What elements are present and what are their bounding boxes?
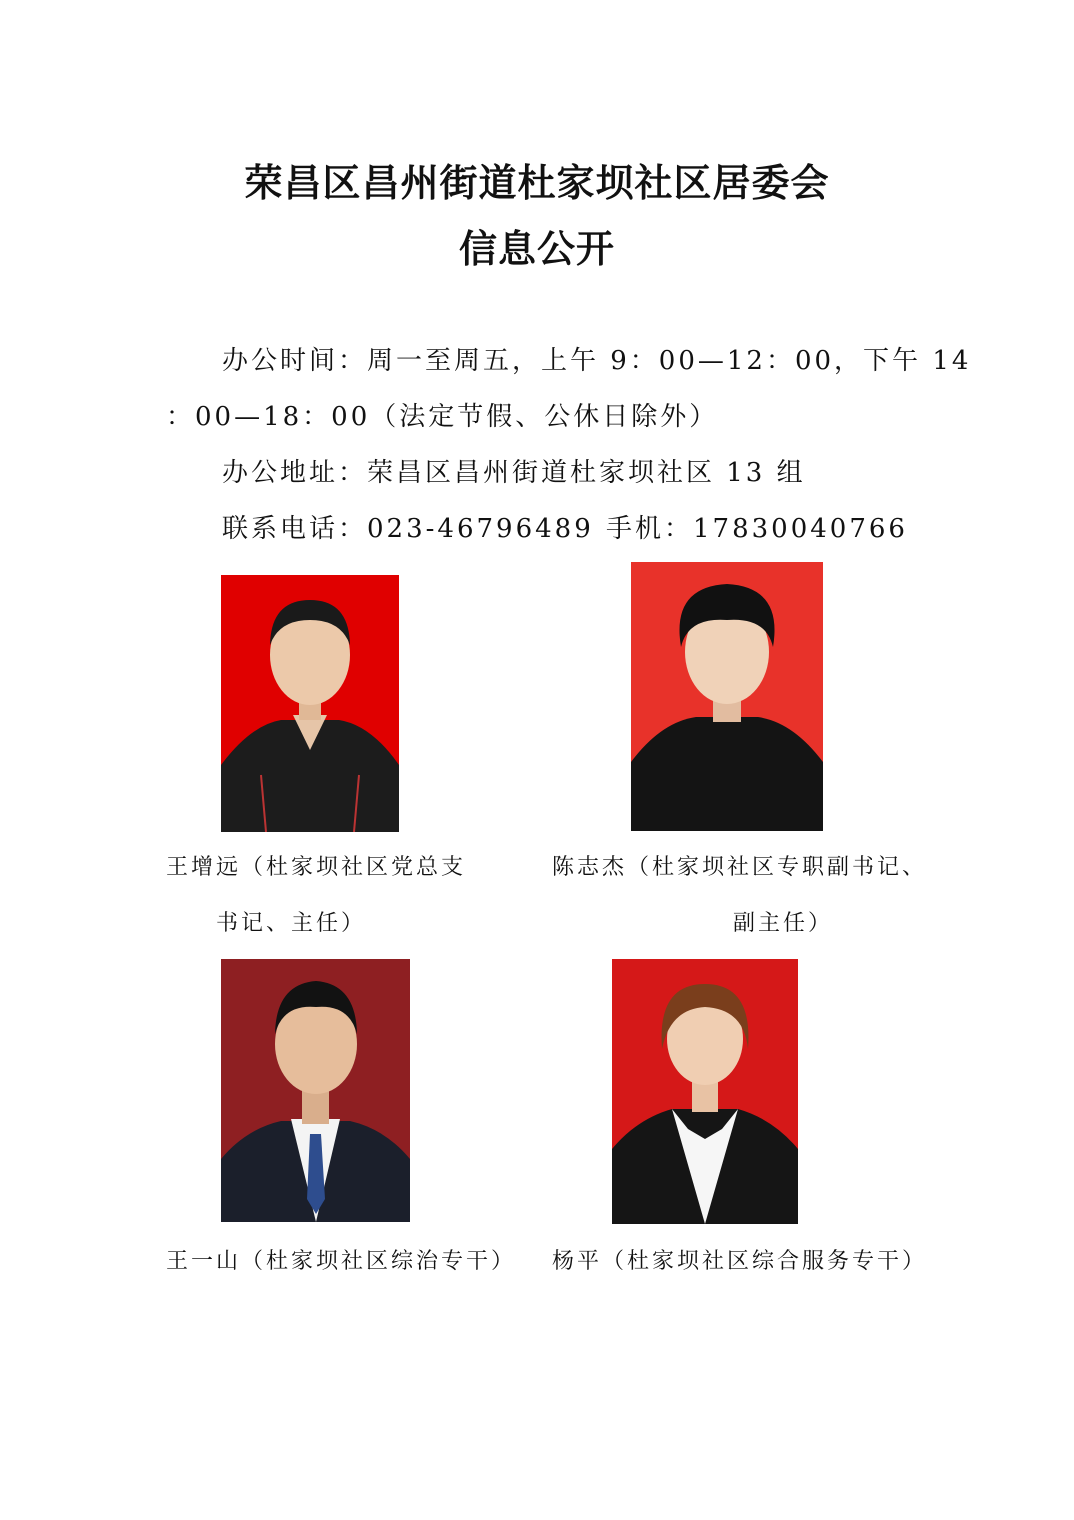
contact-mobile: 手机：17830040766 (606, 514, 908, 544)
staff-photo-2 (631, 562, 823, 831)
page-title: 荣昌区昌州街道杜家坝社区居委会 (244, 160, 830, 205)
staff-photo-3 (221, 959, 410, 1222)
office-address: 办公地址：荣昌区昌州街道杜家坝社区 13 组 (222, 458, 806, 488)
staff-caption-2-line2: 副主任） (733, 911, 834, 936)
staff-caption-4: 杨平（杜家坝社区综合服务专干） (552, 1249, 928, 1274)
contact-phone: 联系电话：023-46796489 (222, 514, 594, 544)
office-hours-line1: 办公时间：周一至周五，上午 9：00—12：00，下午 14 (222, 346, 972, 376)
page-subtitle: 信息公开 (458, 226, 615, 271)
office-hours-line2: ：00—18：00（法定节假、公休日除外） (166, 402, 719, 432)
staff-caption-1-line1: 王增远（杜家坝社区党总支 (166, 855, 467, 880)
staff-caption-2-line1: 陈志杰（杜家坝社区专职副书记、 (552, 855, 928, 880)
staff-caption-3: 王一山（杜家坝社区综治专干） (166, 1249, 517, 1274)
staff-caption-1-line2: 书记、主任） (216, 911, 367, 936)
staff-photo-1 (221, 575, 399, 832)
staff-photo-4 (612, 959, 798, 1224)
